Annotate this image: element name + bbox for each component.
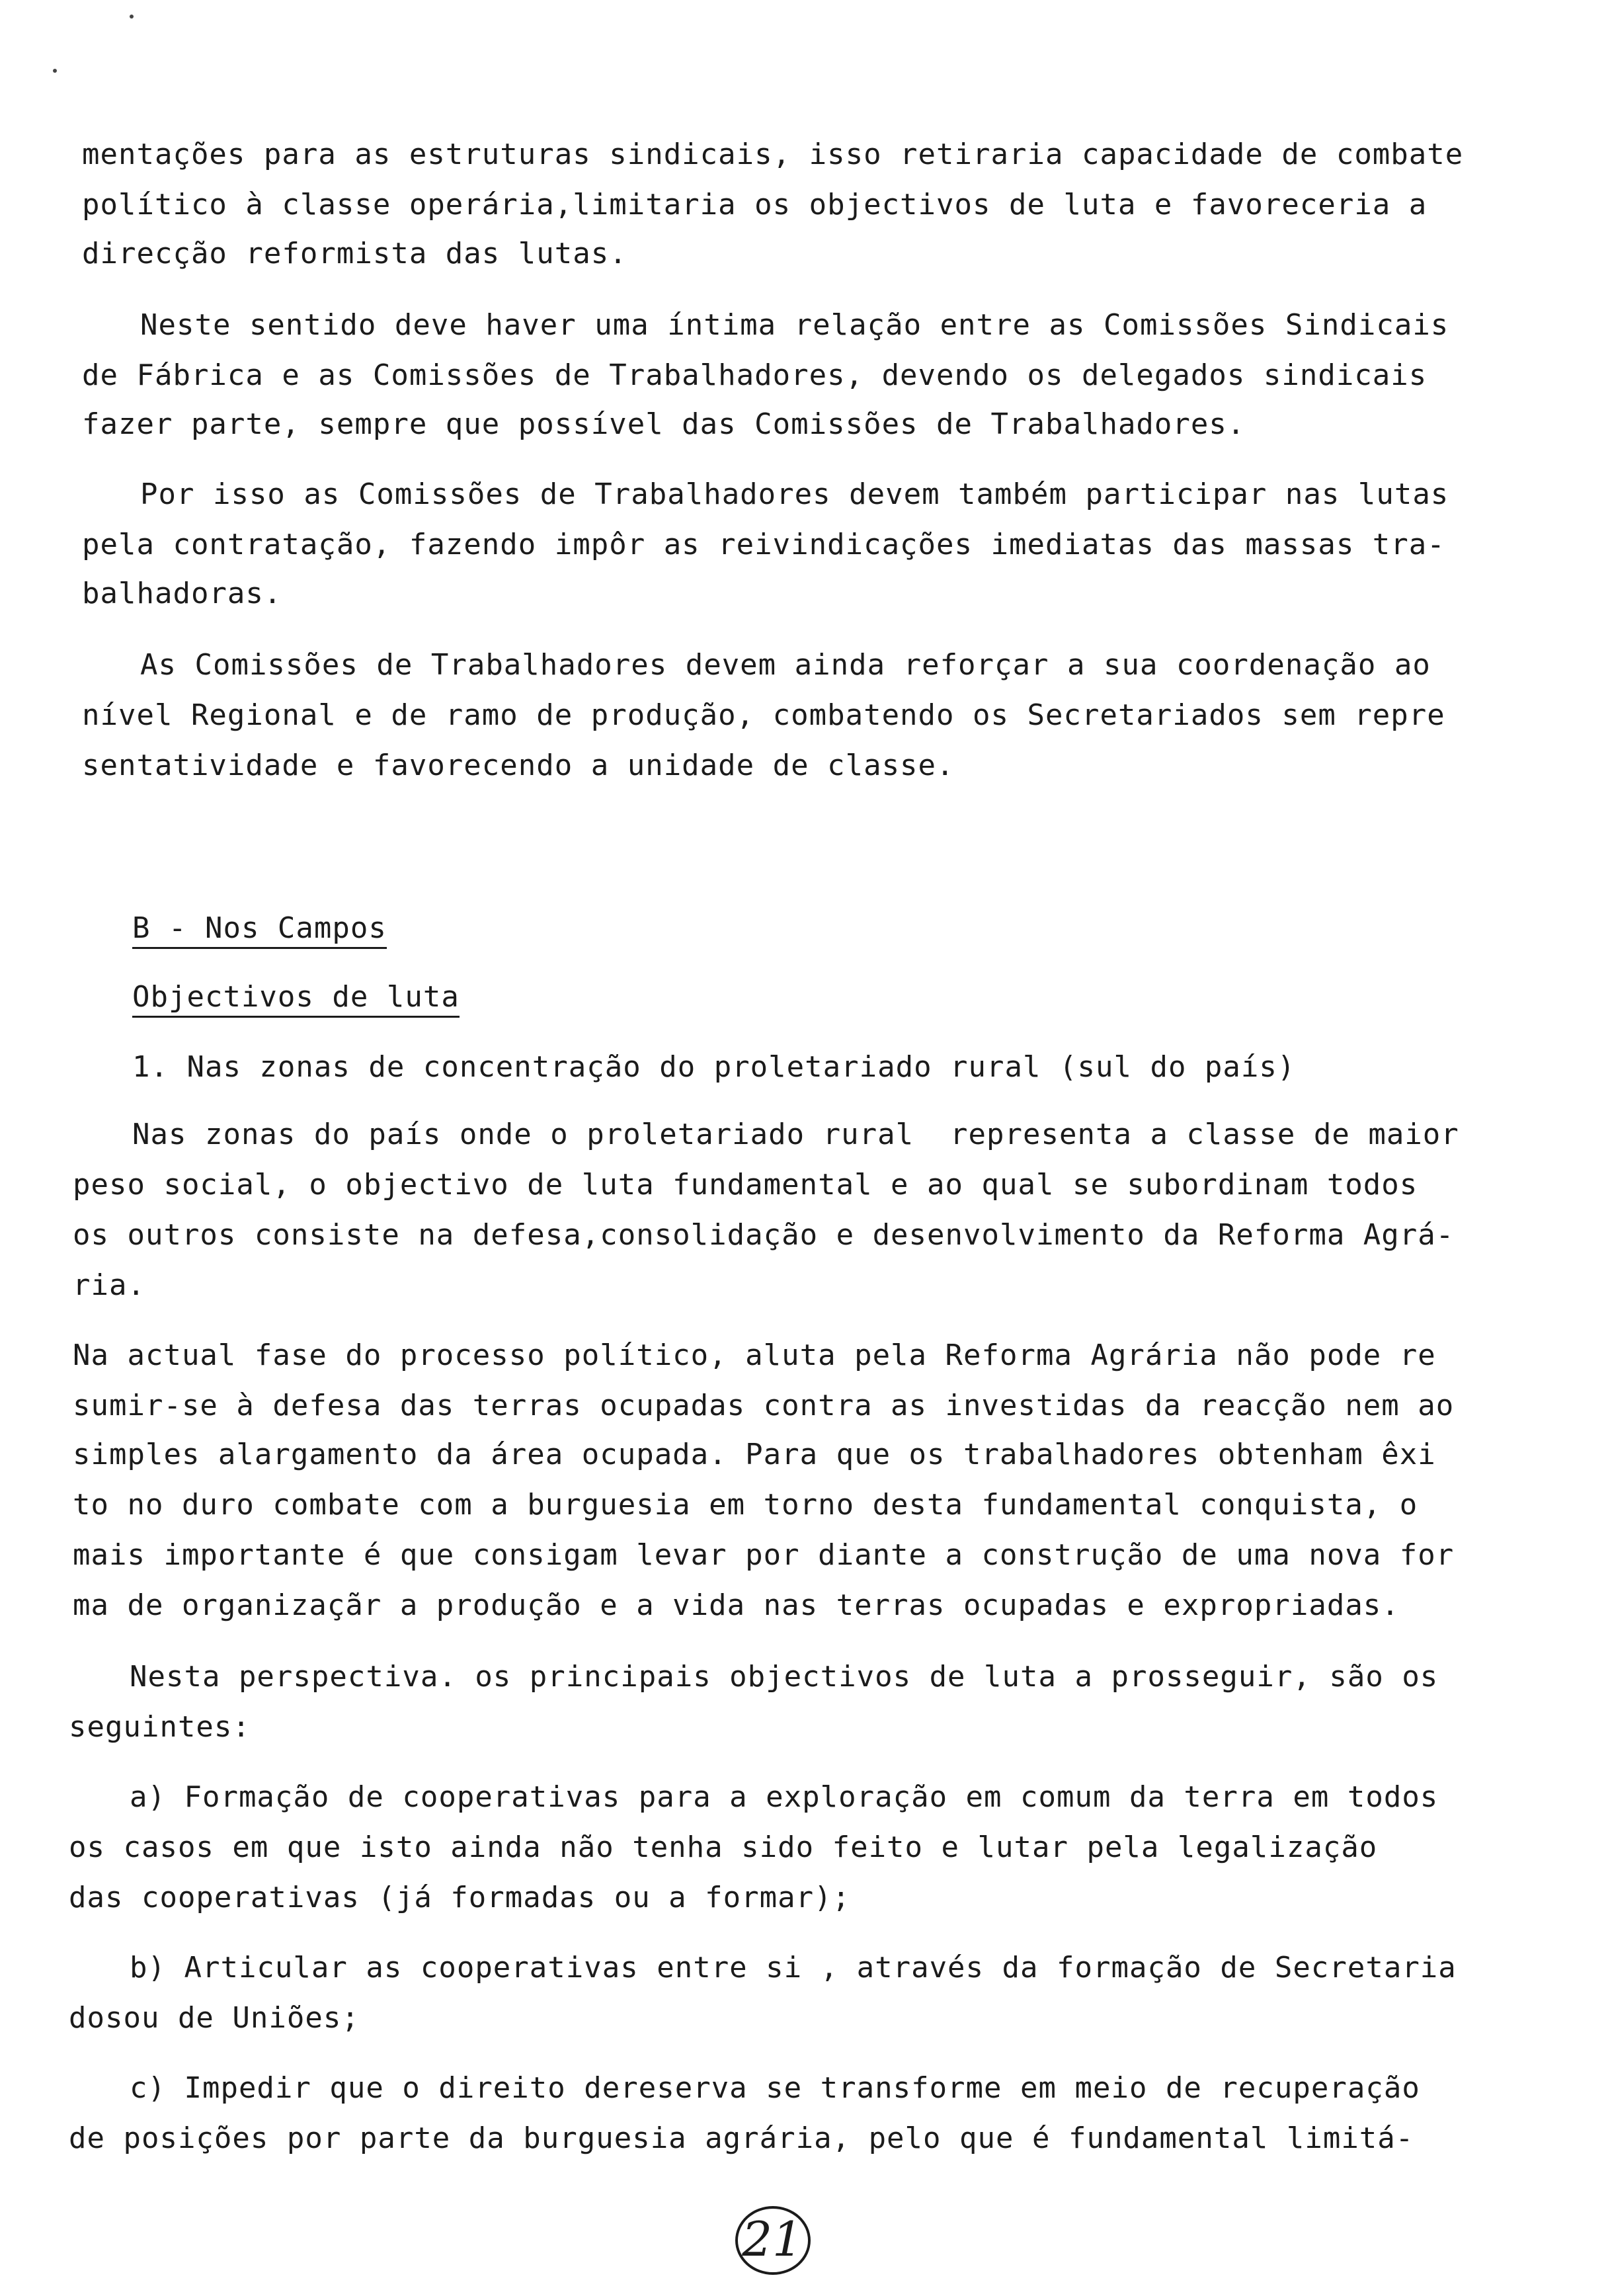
text-line: ria. — [73, 1268, 145, 1302]
text-line: balhadoras. — [82, 577, 282, 610]
text-line: das cooperativas (já formadas ou a formar); — [69, 1881, 851, 1914]
text-line: os casos em que isto ainda não tenha sido feito e lutar pela legalização — [69, 1830, 1378, 1864]
numbered-heading: 1. Nas zonas de concentração do proletariado rural (sul do país) — [132, 1050, 1296, 1084]
text-line: fazer parte, sempre que possível das Comissões de Trabalhadores. — [82, 407, 1246, 441]
list-item-b: b) Articular as cooperativas entre si , através da formação de Secretaria — [130, 1951, 1457, 1985]
text-line: mentações para as estruturas sindicais, isso retiraria capacidade de combate — [82, 138, 1464, 171]
text-line: de posições por parte da burguesia agrária, pelo que é fundamental limitá- — [69, 2121, 1414, 2155]
text-line: ma de organizaçãr a produção e a vida nas terras ocupadas e expropriadas. — [73, 1588, 1400, 1622]
text-line: pela contratação, fazendo impôr as reivindicações imediatas das massas tra- — [82, 528, 1445, 561]
text-line: Por isso as Comissões de Trabalhadores devem também participar nas lutas — [140, 477, 1449, 511]
text-line: to no duro combate com a burguesia em torno desta fundamental conquista, o — [73, 1488, 1418, 1522]
text-line: simples alargamento da área ocupada. Para que os trabalhadores obtenham êxi — [73, 1438, 1436, 1471]
text-line: nível Regional e de ramo de produção, combatendo os Secretariados sem repre — [82, 698, 1445, 732]
text-line: direcção reformista das lutas. — [82, 237, 627, 270]
text-line: sentatividade e favorecendo a unidade de classe. — [82, 749, 955, 782]
text-line: mais importante é que consigam levar por diante a construção de uma nova for — [73, 1538, 1455, 1572]
text-line: sumir-se à defesa das terras ocupadas contra as investidas da reacção nem ao — [73, 1389, 1455, 1422]
page-number — [730, 2205, 815, 2274]
text-line: seguintes: — [69, 1710, 251, 1744]
text-line: As Comissões de Trabalhadores devem ainda reforçar a sua coordenação ao — [140, 648, 1431, 682]
text-line: de Fábrica e as Comissões de Trabalhadores, devendo os delegados sindicais — [82, 358, 1427, 392]
text-line: Nas zonas do país onde o proletariado rural representa a classe de maior — [132, 1118, 1459, 1151]
scan-speck — [130, 15, 134, 19]
list-item-a: a) Formação de cooperativas para a exploração em comum da terra em todos — [130, 1780, 1439, 1814]
list-item-c: c) Impedir que o direito dereserva se transforme em meio de recuperação — [130, 2071, 1420, 2105]
page-number-text: 21 — [742, 2211, 803, 2267]
section-heading: B - Nos Campos — [132, 910, 387, 949]
text-line: Nesta perspectiva. os principais objectivos de luta a prosseguir, são os — [130, 1660, 1439, 1694]
text-line: Na actual fase do processo político, aluta pela Reforma Agrária não pode re — [73, 1338, 1436, 1372]
text-line: dosou de Uniões; — [69, 2001, 360, 2035]
scan-speck — [53, 69, 57, 73]
text-line: Neste sentido deve haver uma íntima relação entre as Comissões Sindicais — [140, 308, 1449, 342]
text-line: os outros consiste na defesa,consolidação e desenvolvimento da Reforma Agrá- — [73, 1218, 1455, 1252]
text-line: peso social, o objectivo de luta fundamental e ao qual se subordinam todos — [73, 1168, 1418, 1202]
text-line: político à classe operária,limitaria os objectivos de luta e favoreceria a — [82, 188, 1427, 222]
subsection-heading: Objectivos de luta — [132, 979, 460, 1018]
